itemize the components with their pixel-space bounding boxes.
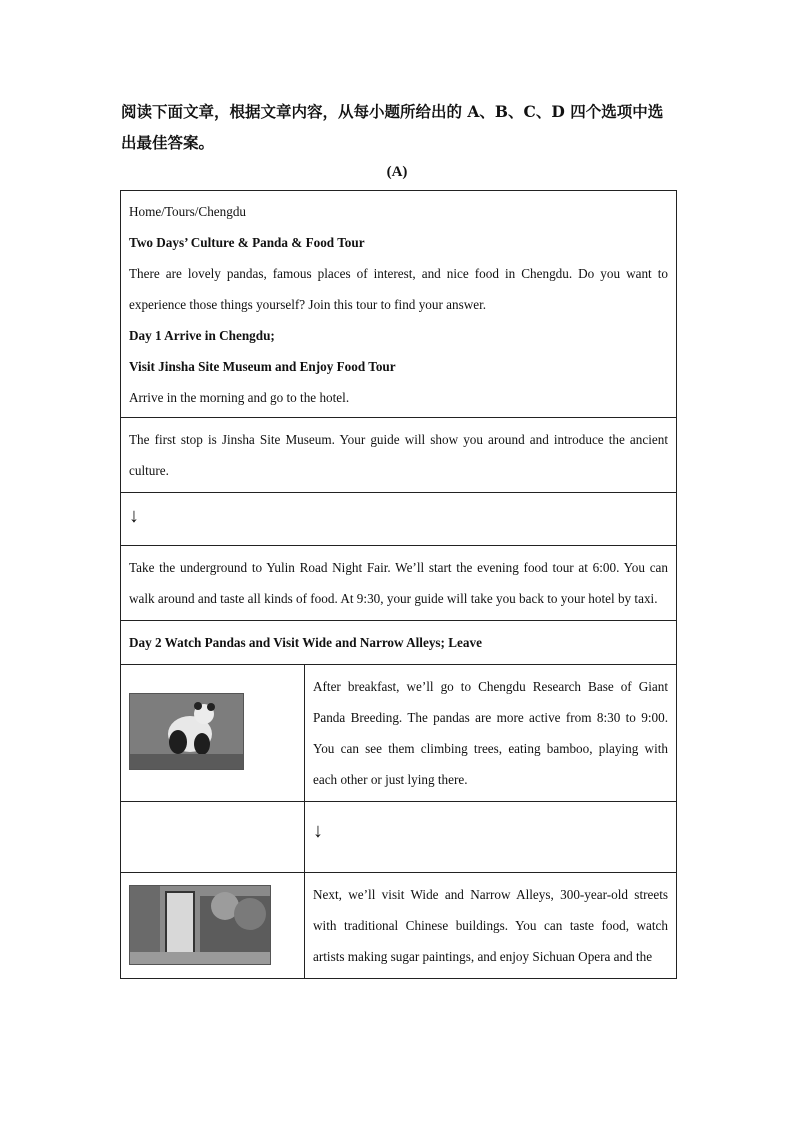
day2-alleys-text: Next, we’ll visit Wide and Narrow Alleys, 300-year-old streets with traditional Chinese buildings. You can taste food, watch artists making sugar paintings, and enjoy Sichuan Opera and the — [313, 887, 668, 964]
section-label: (A) — [386, 164, 408, 180]
day1-arrive-text: Arrive in the morning and go to the hotel. — [129, 390, 350, 405]
panda-photo — [129, 693, 244, 770]
table-row — [121, 418, 677, 493]
alley-photo — [129, 885, 271, 965]
table-row — [121, 621, 677, 665]
day1-subheading: Visit Jinsha Site Museum and Enjoy Food Tour — [129, 359, 396, 374]
table-row — [121, 873, 677, 979]
day2-heading: Day 2 Watch Pandas and Visit Wide and Narrow Alleys; Leave — [129, 635, 482, 650]
table-row — [121, 802, 677, 873]
tour-title: Two Days’ Culture & Panda & Food Tour — [129, 235, 365, 250]
day1-museum-text: The first stop is Jinsha Site Museum. Your guide will show you around and introduce the ancient culture. — [129, 432, 668, 478]
intro-text: There are lovely pandas, famous places of interest, and nice food in Chengdu. Do you want to experience those things yourself? Join this tour to find your answer. — [129, 266, 668, 312]
day2-panda-text: After breakfast, we’ll go to Chengdu Research Base of Giant Panda Breeding. The pandas are more active from 8:30 to 9:00. You can see them climbing trees, eating bamboo, playing with each other or just lying there. — [313, 679, 668, 787]
down-arrow-icon: ↓ — [129, 505, 139, 527]
day1-evening-text: Take the underground to Yulin Road Night Fair. We’ll start the evening food tour at 6:00. You can walk around and taste all kinds of food. At 9:30, your guide will take you back to your hotel by taxi. — [129, 560, 668, 606]
down-arrow-icon: ↓ — [313, 820, 323, 842]
table-row — [121, 191, 677, 418]
breadcrumb: Home/Tours/Chengdu — [129, 204, 247, 219]
instruction-text: 阅读下面文章，根据文章内容，从每小题所给出的 A、B、C、D 四个选项中选出最佳答案。 — [121, 102, 664, 152]
day1-heading: Day 1 Arrive in Chengdu; — [129, 328, 275, 343]
table-row — [121, 493, 677, 546]
alley-image-icon — [130, 886, 270, 964]
table-row — [121, 665, 677, 802]
table-row — [121, 546, 677, 621]
panda-image-icon — [130, 694, 243, 769]
tour-table — [120, 190, 677, 979]
